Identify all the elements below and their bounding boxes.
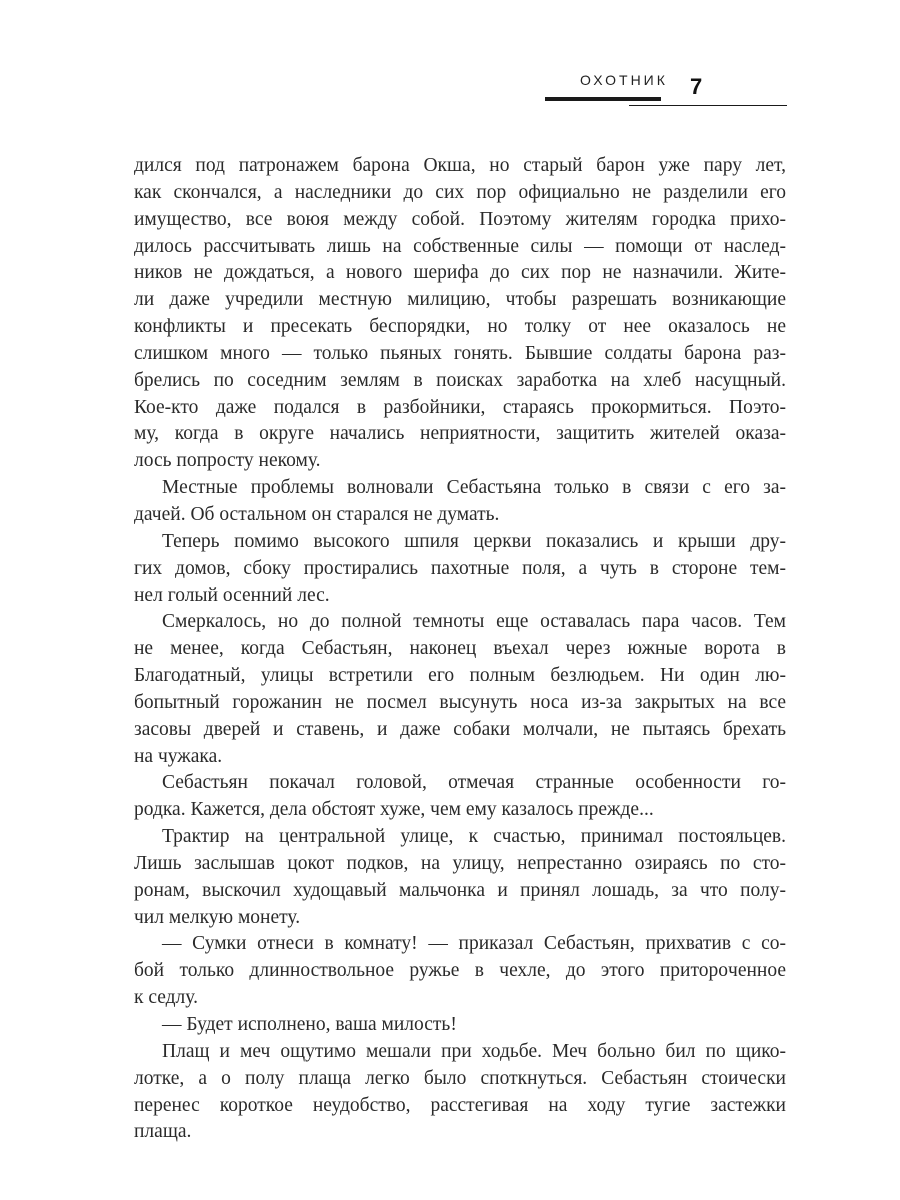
text-line: бопытный горожанин не посмел высунуть носа из-за закрытых на все [134, 691, 786, 713]
text-line: — Сумки отнеси в комнату! — приказал Себастьян, прихватив с со- [162, 933, 786, 955]
text-line: Смеркалось, но до полной темноты еще оставалась пара часов. Тем [162, 611, 786, 633]
text-line: Теперь помимо высокого шпиля церкви показались и крыши дру- [162, 530, 786, 552]
text-line: лось попросту некому. [134, 450, 321, 472]
text-line: на чужака. [134, 745, 223, 767]
header-rule-thick [545, 97, 661, 101]
text-line: ников не дождаться, а нового шерифа до сих пор не назначили. Жите- [134, 262, 786, 284]
text-line: чил мелкую монету. [134, 906, 301, 928]
text-line: лотке, а о полу плаща легко было споткнуться. Себастьян стоически [134, 1067, 786, 1089]
header-rule-thin [629, 105, 787, 106]
text-line: как скончался, а наследники до сих пор официально не разделили его [134, 181, 786, 203]
text-line: — Будет исполнено, ваша милость! [162, 1014, 457, 1035]
text-line: Благодатный, улицы встретили его полным безлюдьем. Ни один лю- [134, 665, 786, 687]
page-header [545, 68, 787, 108]
text-line: Трактир на центральной улице, к счастью, принимал постояльцев. [162, 826, 786, 848]
text-line: имущество, все воюя между собой. Поэтому жителям городка прихо- [134, 208, 786, 230]
text-line: бой только длинноствольное ружье в чехле, до этого приторoченное [134, 960, 786, 982]
text-line: Лишь заслышав цокот подков, на улицу, непрестанно озираясь по сто- [134, 852, 786, 874]
text-line: Местные проблемы волновали Себастьяна только в связи с его за- [162, 477, 786, 499]
text-line: к седлу. [134, 987, 198, 1009]
text-line: Себастьян покачал головой, отмечая странные особенности го- [162, 772, 786, 794]
text-line: дился под патронажем барона Окша, но старый барон уже пару лет, [134, 155, 786, 176]
text-line: слишком много — только пьяных гонять. Бывшие солдаты барона раз- [134, 342, 786, 364]
text-line: гих домов, сбоку простирались пахотные поля, а чуть в стороне тем- [134, 557, 786, 579]
text-line: ронам, выскочил худощавый мальчонка и принял лошадь, за что полу- [134, 879, 786, 901]
text-line: не менее, когда Себастьян, наконец въехал через южные ворота в [134, 638, 786, 660]
text-line: дилось рассчитывать лишь на собственные силы — помощи от наслед- [134, 235, 786, 257]
text-line: брелись по соседним землям в поисках заработка на хлеб насущный. [134, 369, 786, 391]
page-number: 7 [690, 74, 703, 99]
running-title: ОХОТНИК [580, 72, 668, 88]
text-line: конфликты и пресекать беспорядки, но толку от нее оказалось не [134, 316, 786, 338]
text-line: перенес короткое неудобство, расстегивая на ходу тугие застежки [134, 1094, 786, 1116]
body-text [134, 153, 786, 1146]
text-line: дачей. Об остальном он старался не думать. [134, 503, 500, 525]
text-line: му, когда в округе начались неприятности, защитить жителей оказа- [134, 423, 786, 445]
text-line: Кое-кто даже подался в разбойники, стараясь прокормиться. Поэто- [134, 396, 786, 418]
text-line: ли даже учредили местную милицию, чтобы разрешать возникающие [134, 289, 786, 311]
text-line: засовы дверей и ставень, и даже собаки молчали, не пытаясь брехать [134, 718, 786, 740]
text-line: плаща. [134, 1121, 192, 1143]
text-line: нел голый осенний лес. [134, 584, 330, 606]
text-line: родка. Кажется, дела обстоят хуже, чем ему казалось прежде... [134, 799, 654, 821]
text-line: Плащ и меч ощутимо мешали при ходьбе. Меч больно бил по щико- [162, 1040, 786, 1062]
